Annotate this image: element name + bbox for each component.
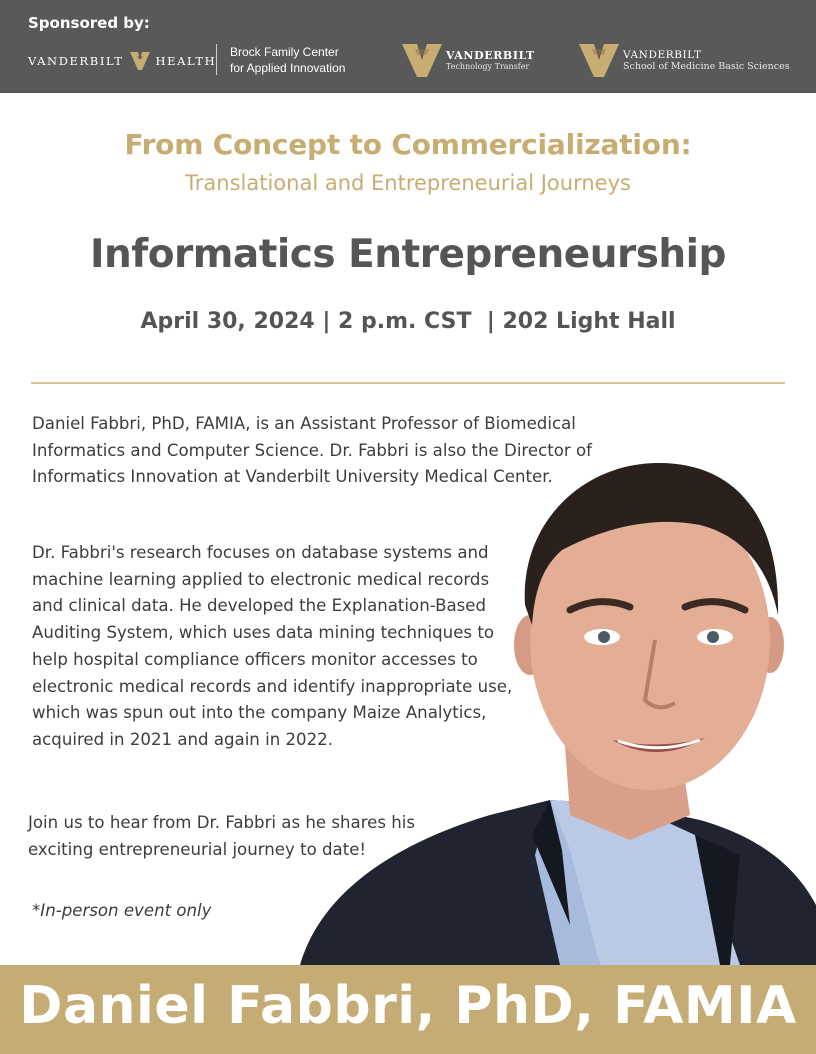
- brock-logo-line2: for Applied Innovation: [230, 61, 346, 75]
- vanderbilt-tech-transfer-logo: [402, 44, 535, 77]
- vumc-logo-left-text: VANDERBILT: [28, 54, 124, 68]
- vanderbilt-v-icon: [130, 52, 150, 70]
- series-subtitle: Translational and Entrepreneurial Journeys: [185, 171, 631, 195]
- vsom-logo-main: VANDERBILT: [623, 48, 702, 61]
- brock-logo-line1: Brock Family Center: [230, 45, 339, 59]
- speaker-name: Daniel Fabbri, PhD, FAMIA: [19, 976, 797, 1036]
- event-note: *In-person event only: [32, 901, 212, 920]
- event-details: April 30, 2024 | 2 p.m. CST | 202 Light Hall: [140, 309, 676, 334]
- vanderbilt-som-basic-sciences-logo: [579, 44, 790, 77]
- sponsor-bar: [0, 0, 816, 93]
- brock-center-logo: [230, 44, 345, 76]
- vtt-logo-main: VANDERBILT: [446, 48, 535, 62]
- vtt-logo-sub: Technology Transfer: [446, 61, 530, 71]
- vanderbilt-v-icon: [579, 44, 619, 77]
- sponsor-label: Sponsored by:: [28, 14, 150, 32]
- event-title: Informatics Entrepreneurship: [90, 232, 726, 277]
- bio-paragraph-2: Dr. Fabbri's research focuses on database systems and machine learning applied to electronic medical records and clinical data. He developed the Explanation-Based Auditing System, which uses data mining techniques to help hospital compliance officers monitor accesses to electronic medical records and identify inappropriate use, which was spun out into the company Maize Analytics, acquired in 2021 and again in 2022.: [32, 543, 513, 749]
- vumc-logo-right-text: HEALTH: [155, 54, 217, 68]
- bio-paragraph-1: Daniel Fabbri, PhD, FAMIA, is an Assistant Professor of Biomedical Informatics and Computer Science. Dr. Fabbri is also the Director of Informatics Innovation at Vanderbilt University Medical Center.: [32, 414, 592, 487]
- vsom-logo-sub: School of Medicine Basic Sciences: [623, 60, 790, 72]
- bio-paragraph-3: Join us to hear from Dr. Fabbri as he shares his exciting entrepreneurial journey to date!: [28, 813, 416, 859]
- section-divider: [31, 382, 785, 384]
- vanderbilt-v-icon: [402, 44, 442, 77]
- logo-divider: [216, 44, 217, 75]
- vanderbilt-health-logo: [28, 52, 216, 70]
- series-title: From Concept to Commercialization:: [124, 128, 692, 161]
